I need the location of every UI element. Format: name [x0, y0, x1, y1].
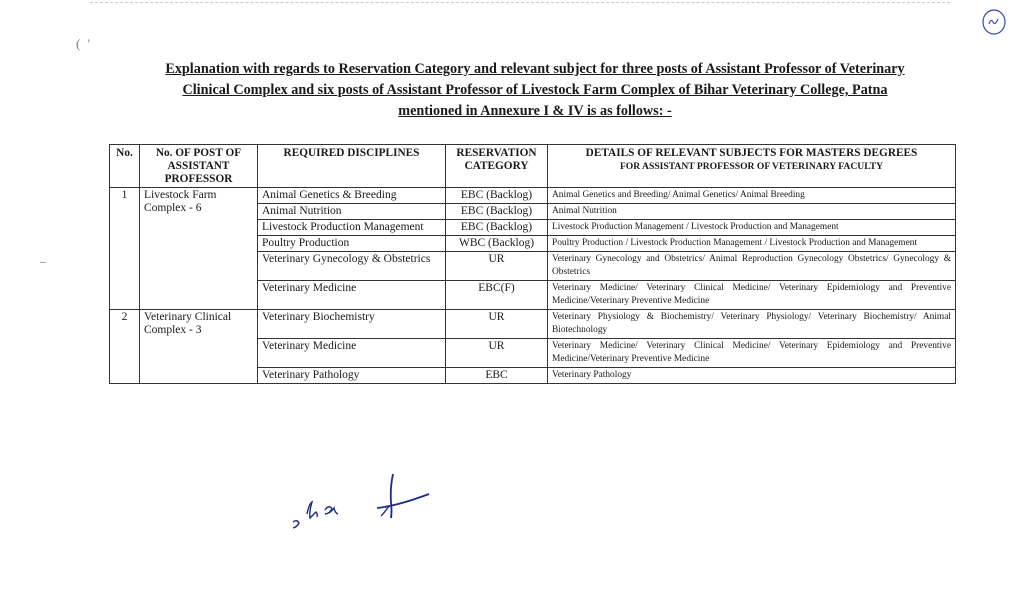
- row-number: 2: [110, 310, 140, 384]
- margin-mark: ( ': [76, 36, 92, 51]
- row-number: 1: [110, 188, 140, 310]
- category-cell: EBC (Backlog): [446, 188, 548, 204]
- discipline-cell: Veterinary Medicine: [258, 339, 446, 368]
- details-cell: Veterinary Medicine/ Veterinary Clinical Medicine/ Veterinary Epidemiology and Preventive Medicine/Veterinary Preventive Medicine: [548, 339, 956, 368]
- document-heading: [60, 59, 1010, 122]
- details-cell: Veterinary Medicine/ Veterinary Clinical Medicine/ Veterinary Epidemiology and Preventive Medicine/Veterinary Preventive Medicine: [548, 281, 956, 310]
- discipline-cell: Animal Genetics & Breeding: [258, 188, 446, 204]
- details-cell: Veterinary Pathology: [548, 368, 956, 384]
- header-category: RESERVATION CATEGORY: [446, 145, 548, 188]
- header-post: No. OF POST OF ASSISTANT PROFESSOR: [140, 145, 258, 188]
- details-cell: Veterinary Gynecology and Obstetrics/ Animal Reproduction Gynecology Obstetrics/ Gynecology & Obstetrics: [548, 252, 956, 281]
- header-details: [548, 145, 956, 188]
- discipline-cell: Veterinary Medicine: [258, 281, 446, 310]
- details-cell: Veterinary Physiology & Biochemistry/ Veterinary Physiology/ Veterinary Biochemistry/ Animal Biotechnology: [548, 310, 956, 339]
- page-number-stamp-icon: [980, 8, 1008, 36]
- details-cell: Livestock Production Management / Livestock Production and Management: [548, 220, 956, 236]
- discipline-cell: Animal Nutrition: [258, 204, 446, 220]
- discipline-cell: Veterinary Pathology: [258, 368, 446, 384]
- category-cell: WBC (Backlog): [446, 236, 548, 252]
- category-cell: EBC (Backlog): [446, 220, 548, 236]
- heading-line-2: Clinical Complex and six posts of Assistant Professor of Livestock Farm Complex of Bihar Veterinary College, Patna: [182, 82, 888, 98]
- table-row: [110, 310, 956, 339]
- category-cell: UR: [446, 339, 548, 368]
- details-cell: Animal Genetics and Breeding/ Animal Genetics/ Animal Breeding: [548, 188, 956, 204]
- header-no: No.: [110, 145, 140, 188]
- top-rule: [90, 2, 950, 3]
- discipline-cell: Veterinary Biochemistry: [258, 310, 446, 339]
- post-name: Livestock Farm Complex - 6: [140, 188, 258, 310]
- header-details-line-2: FOR ASSISTANT PROFESSOR OF VETERINARY FACULTY: [619, 161, 884, 172]
- handwritten-signature: [285, 470, 445, 540]
- category-cell: EBC(F): [446, 281, 548, 310]
- heading-line-3: mentioned in Annexure I & IV is as follows: -: [398, 103, 672, 119]
- side-dash: [40, 262, 46, 263]
- category-cell: UR: [446, 252, 548, 281]
- category-cell: UR: [446, 310, 548, 339]
- header-disciplines: REQUIRED DISCIPLINES: [258, 145, 446, 188]
- details-cell: Poultry Production / Livestock Production Management / Livestock Production and Management: [548, 236, 956, 252]
- heading-line-1: Explanation with regards to Reservation Category and relevant subject for three posts of Assistant Professor of Veterinary: [165, 61, 905, 77]
- category-cell: EBC (Backlog): [446, 204, 548, 220]
- discipline-cell: Poultry Production: [258, 236, 446, 252]
- header-details-line-1: DETAILS OF RELEVANT SUBJECTS FOR MASTERS DEGREES: [585, 147, 918, 159]
- post-name: Veterinary Clinical Complex - 3: [140, 310, 258, 384]
- category-cell: EBC: [446, 368, 548, 384]
- table-row: [110, 188, 956, 204]
- table-header-row: [110, 145, 956, 188]
- discipline-cell: Veterinary Gynecology & Obstetrics: [258, 252, 446, 281]
- details-cell: Animal Nutrition: [548, 204, 956, 220]
- discipline-cell: Livestock Production Management: [258, 220, 446, 236]
- reservation-table: [109, 144, 956, 384]
